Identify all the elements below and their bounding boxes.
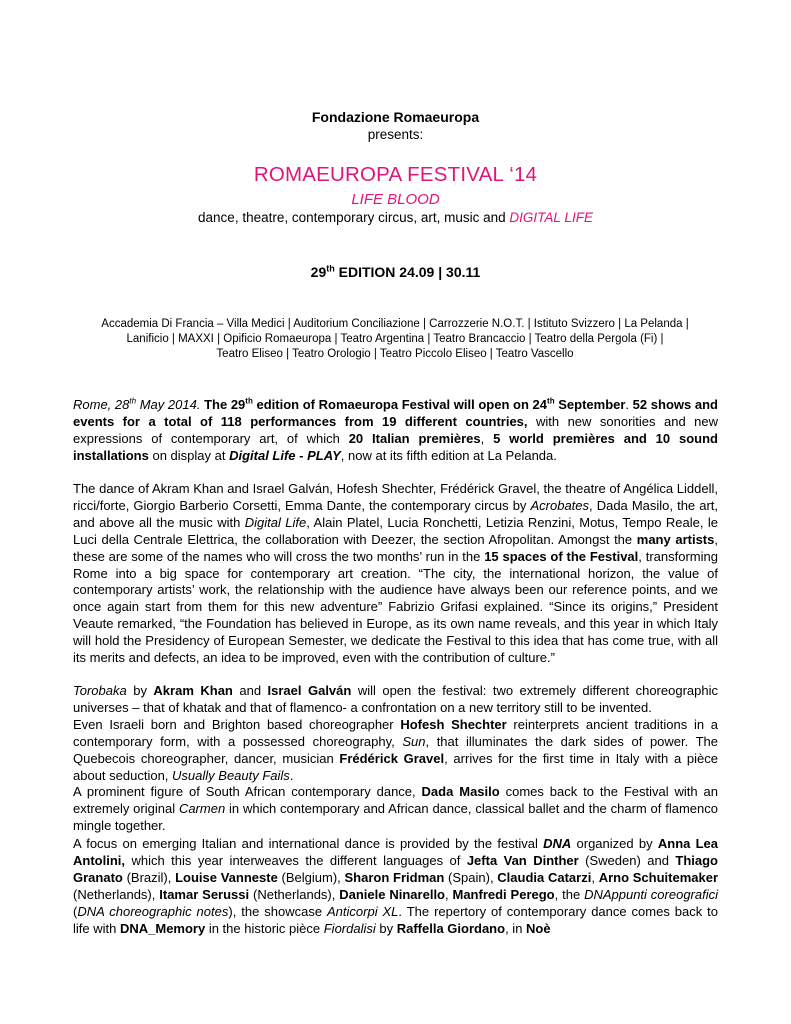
body-text: (Brazil), bbox=[122, 869, 176, 885]
disciplines-line bbox=[0, 210, 791, 225]
edition-number: 29 bbox=[310, 264, 327, 280]
emphasis-text: 20 Italian premières bbox=[348, 430, 481, 446]
title-text: DNA bbox=[543, 836, 572, 851]
body-text: A prominent figure of South African contemporary dance, bbox=[73, 784, 422, 800]
artist-name: Hofesh Shechter bbox=[400, 716, 507, 732]
paragraph-artists bbox=[73, 481, 718, 667]
venues-line: Lanificio | MAXXI | Opificio Romaeuropa | Teatro Argentina | Teatro Brancaccio | Teatro della Pergola (Fi) | bbox=[126, 333, 664, 345]
body-text: , bbox=[445, 886, 453, 902]
body-text: (Spain), bbox=[444, 869, 498, 885]
festival-title: ROMAEUROPA FESTIVAL ‘14 bbox=[253, 163, 538, 186]
venues-line: Accademia Di Francia – Villa Medici | Auditorium Conciliazione | Carrozzerie N.O.T. | Istituto Svizzero | La Pelanda | bbox=[101, 318, 689, 330]
headline-text: September bbox=[554, 397, 626, 412]
paragraph-dance bbox=[73, 683, 718, 835]
artist-name: Akram Khan bbox=[153, 683, 233, 698]
title-text: Fiordalisi bbox=[323, 920, 376, 936]
body-text: in which contemporary and African dance, classical ballet and the charm of flamenco mingle together. bbox=[73, 801, 718, 834]
body-text: Even Israeli born and Brighton based choreographer bbox=[73, 716, 401, 732]
emphasis-text: Digital Life - PLAY bbox=[229, 447, 341, 463]
body-text: , bbox=[480, 430, 494, 446]
dateline: Rome, 28 bbox=[73, 397, 130, 412]
body-text: , bbox=[591, 869, 599, 885]
body-text: . The repertory of contemporary dance comes back to life with bbox=[73, 903, 719, 936]
body-text: A focus on emerging Italian and international dance is provided by the festival bbox=[73, 836, 544, 851]
body-text: (Netherlands), bbox=[249, 886, 340, 902]
title-text: DNAppunti coreografici bbox=[584, 886, 719, 902]
artist-name: Manfredi Perego bbox=[452, 886, 555, 902]
artist-name: Louise Vanneste bbox=[175, 869, 278, 885]
artist-name: Raffella Giordano bbox=[396, 920, 506, 936]
edition-dates: EDITION 24.09 | 30.11 bbox=[334, 264, 481, 280]
body-text: which this year interweaves the different languages of bbox=[125, 852, 467, 868]
body-text: ), the showcase bbox=[228, 903, 327, 919]
body-text: (Belgium), bbox=[277, 869, 345, 885]
body-text: , arrives for the first time in Italy with a pièce about seduction, bbox=[73, 750, 718, 783]
title-text: Digital Life bbox=[244, 514, 307, 530]
artist-name: Thiago Granato bbox=[73, 852, 718, 885]
body-text: (Sweden) and bbox=[578, 852, 676, 868]
body-text: , Alain Platel, Lucia Ronchetti, Letizia Renzini, Motus, Tempo Reale, le Luci della Centrale Elettrica, the collaboration with Deezer, the section Afropolitan. Amongst the bbox=[73, 514, 718, 547]
edition-line bbox=[0, 264, 791, 280]
edition-suffix: th bbox=[326, 263, 335, 274]
body-text: . bbox=[289, 767, 294, 783]
body-text: , that illuminates the dark sides of power. The Quebecois choreographer, dancer, musician bbox=[73, 733, 719, 766]
artist-name: Daniele Ninarello bbox=[339, 886, 445, 902]
body-text: by bbox=[375, 920, 397, 936]
digital-life-highlight: DIGITAL LIFE bbox=[509, 210, 593, 225]
title-text: Acrobates bbox=[530, 497, 590, 513]
emphasis-text: many artists bbox=[636, 531, 715, 547]
body-text: by bbox=[126, 683, 154, 698]
artist-name: Sharon Fridman bbox=[344, 869, 445, 885]
artist-name: Anna Lea Antolini, bbox=[73, 836, 719, 868]
body-text: ( bbox=[73, 903, 78, 919]
title-text: DNA_Memory bbox=[119, 920, 206, 936]
body-text: The dance of Akram Khan and Israel Galván, Hofesh Shechter, Frédérick Gravel, the theatre of Angélica Liddell, ricci/forte, Giorgio Barberio Corsetti, Emma Dante, the contemporary circus by bbox=[73, 481, 718, 513]
body-text: with new sonorities and new expressions of contemporary art, of which bbox=[73, 413, 718, 446]
artist-name: Itamar Serussi bbox=[159, 886, 250, 902]
body-text: , Dada Masilo, the art, and above all the music with bbox=[73, 497, 718, 530]
artist-name: Claudia Catarzi bbox=[497, 869, 592, 885]
body-text: , in bbox=[505, 920, 527, 936]
body-text: , the bbox=[554, 886, 585, 902]
body-text: and bbox=[232, 683, 268, 698]
disciplines-text: dance, theatre, contemporary circus, art, music and bbox=[198, 210, 510, 225]
body-text: on display at bbox=[148, 447, 230, 463]
paragraph-dna bbox=[73, 836, 718, 937]
title-text: Noè bbox=[526, 920, 551, 936]
dateline-sup: th bbox=[129, 396, 137, 406]
emphasis-text: 5 world premières and 10 sound installations bbox=[73, 430, 718, 463]
title-text: Usually Beauty Fails bbox=[172, 767, 290, 783]
body-text: organized by bbox=[571, 836, 658, 851]
body-text: , transforming Rome into a big space for contemporary art creation. “The city, the international horizon, the value of contemporary artists’ work, the relationship with the audience have always been our reference points, and we once again start from them for this new adventure” Fabrizio Grifasi explained. “Since its origins,” President Veaute remarked, “the Foundation has believed in Europe, as its own name reveals, and this year in which Italy will hold the Presidency of European Semester, we dedicate the Festival to this idea that has come true, with all its merits and defects, an idea to be improved, even with the contribution of culture.” bbox=[73, 548, 718, 666]
body-text: (Netherlands), bbox=[73, 886, 160, 902]
venues-line: Teatro Eliseo | Teatro Orologio | Teatro Piccolo Eliseo | Teatro Vascello bbox=[216, 348, 574, 360]
festival-subtitle: LIFE BLOOD bbox=[351, 191, 440, 208]
body-text: will open the festival: two extremely different choreographic universes – that of khatak and that of flamenco- a confrontation on a new territory still to be invented. bbox=[73, 683, 718, 715]
artist-name: Israel Galván bbox=[267, 683, 352, 698]
body-text: reinterprets ancient traditions in a contemporary form, with a possessed choreography, bbox=[73, 716, 719, 749]
paragraph-intro bbox=[73, 397, 718, 465]
presents-line: presents: bbox=[367, 127, 424, 142]
artist-name: Jefta Van Dinther bbox=[466, 852, 579, 868]
body-text: in the historic pièce bbox=[205, 920, 324, 936]
title-text: Anticorpi XL bbox=[327, 903, 399, 919]
headline-text: edition of Romaeuropa Festival will open on 24 bbox=[252, 397, 548, 412]
title-text: Sun bbox=[402, 733, 426, 749]
title-text: DNA choreographic notes bbox=[77, 903, 229, 919]
body-text: , now at its fifth edition at La Pelanda. bbox=[340, 447, 557, 463]
body-text: comes back to the Festival with an extremely original bbox=[73, 784, 719, 817]
title-text: Torobaka bbox=[73, 683, 127, 698]
headline-sup: th bbox=[245, 396, 253, 406]
artist-name: Frédérick Gravel bbox=[339, 750, 445, 766]
emphasis-text: 15 spaces of the Festival bbox=[484, 548, 639, 564]
artist-name: Arno Schuitemaker bbox=[598, 869, 719, 885]
title-text: Carmen bbox=[178, 801, 226, 817]
artist-name: Dada Masilo bbox=[421, 784, 500, 800]
body-text: . bbox=[625, 397, 633, 412]
organizer-name: Fondazione Romaeuropa bbox=[311, 109, 480, 125]
dateline-rest: May 2014. bbox=[136, 397, 201, 412]
headline-sup: th bbox=[547, 396, 555, 406]
headline-text: The 29 bbox=[200, 397, 246, 412]
body-text: , these are some of the names who will cross the two months’ run in the bbox=[73, 531, 718, 564]
emphasis-text: 52 shows and events for a total of 118 performances from 19 different countries, bbox=[73, 397, 718, 429]
venues-list bbox=[70, 317, 720, 362]
